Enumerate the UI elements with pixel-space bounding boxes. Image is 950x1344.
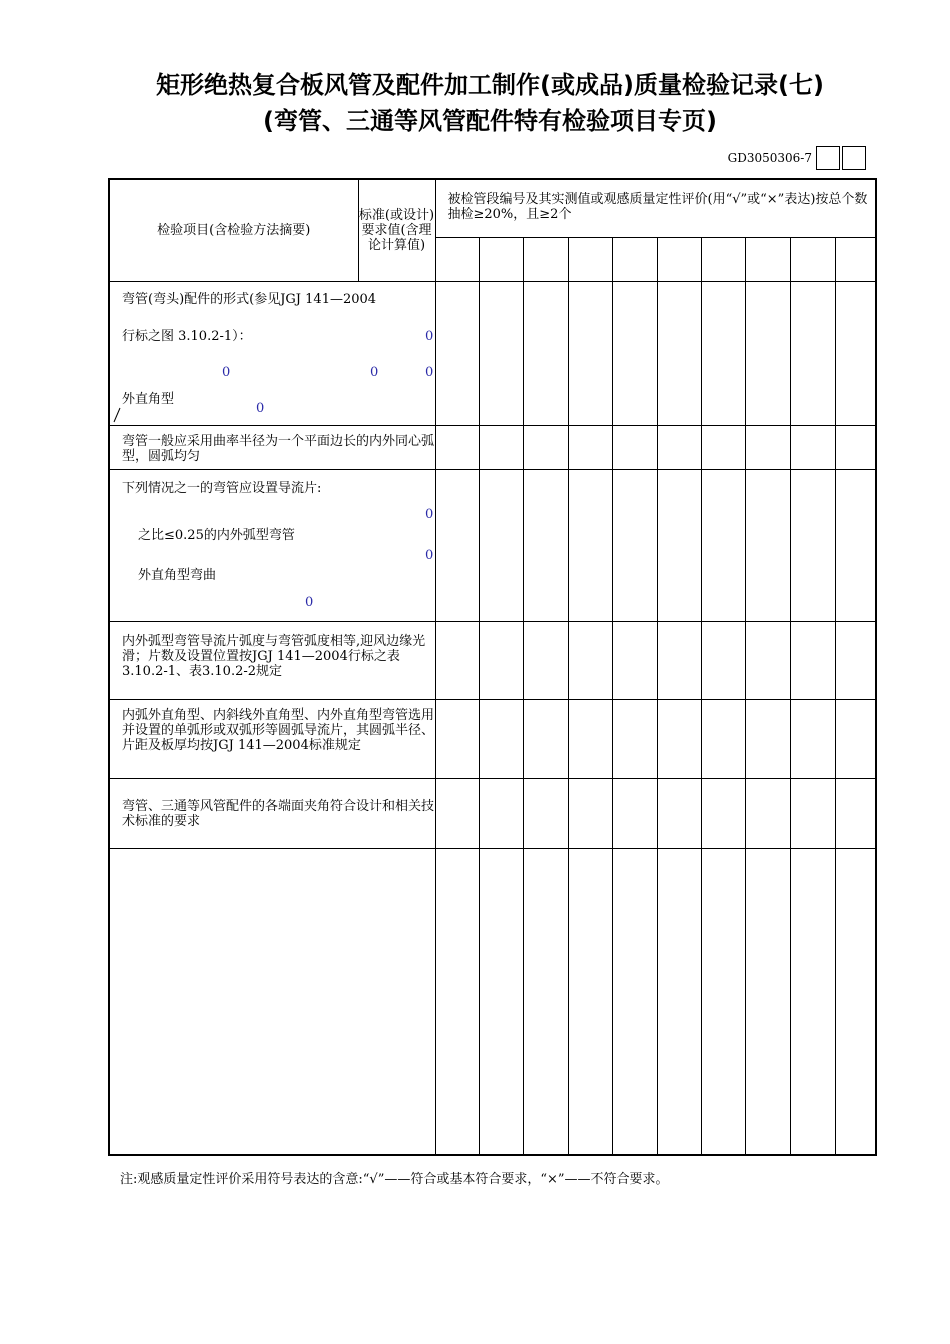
eval-cell[interactable] bbox=[435, 699, 479, 778]
item-vane-arc bbox=[109, 621, 435, 699]
eval-cell[interactable] bbox=[835, 425, 876, 469]
sample-cell[interactable] bbox=[479, 237, 523, 281]
zero-value: 0 bbox=[425, 506, 434, 522]
zero-value: 0 bbox=[425, 547, 434, 563]
eval-cell[interactable] bbox=[523, 621, 568, 699]
table-row bbox=[109, 469, 876, 621]
sample-cell[interactable] bbox=[745, 237, 790, 281]
item-text: 弯管一般应采用曲率半径为一个平面边长的内外同心弧型，圆弧均匀 bbox=[122, 433, 435, 464]
form-code: GD3050306-7 bbox=[727, 151, 812, 165]
sample-cell[interactable] bbox=[790, 237, 835, 281]
eval-cell[interactable] bbox=[435, 425, 479, 469]
form-subtitle: (弯管、三通等风管配件特有检验项目专页) bbox=[263, 107, 717, 135]
item-text-line: 弯管(弯头)配件的形式(参见JGJ 141—2004 bbox=[122, 291, 377, 307]
item-text-line: 外直角型弯曲 bbox=[138, 567, 217, 583]
item-end-angle bbox=[109, 778, 435, 848]
eval-cell[interactable] bbox=[745, 425, 790, 469]
eval-cell[interactable] bbox=[790, 281, 835, 425]
eval-cell[interactable] bbox=[479, 469, 523, 621]
eval-cell[interactable] bbox=[745, 281, 790, 425]
sample-cell[interactable] bbox=[568, 237, 612, 281]
zero-value: 0 bbox=[425, 364, 434, 380]
eval-cell[interactable] bbox=[835, 281, 876, 425]
eval-cell[interactable] bbox=[479, 621, 523, 699]
eval-cell[interactable] bbox=[745, 469, 790, 621]
eval-cell[interactable] bbox=[790, 425, 835, 469]
eval-cell[interactable] bbox=[701, 699, 745, 778]
sample-cell[interactable] bbox=[701, 237, 745, 281]
standard-header-label: 标准(或设计)要求值(含理论计算值) bbox=[358, 207, 435, 253]
eval-cell[interactable] bbox=[479, 699, 523, 778]
item-text: 内弧外直角型、内斜线外直角型、内外直角型弯管选用并设置的单弧形或双弧形等圆弧导流片，其圆弧半径、片距及板厚均按JGJ 141—2004标准规定 bbox=[122, 707, 435, 753]
eval-cell[interactable] bbox=[657, 699, 701, 778]
eval-cell[interactable] bbox=[479, 778, 523, 848]
item-text: 弯管、三通等风管配件的各端面夹角符合设计和相关技术标准的要求 bbox=[122, 798, 435, 829]
table-row bbox=[109, 621, 876, 699]
zero-value: 0 bbox=[370, 364, 379, 380]
eval-cell[interactable] bbox=[612, 699, 657, 778]
eval-cell[interactable] bbox=[435, 281, 479, 425]
eval-cell[interactable] bbox=[568, 281, 612, 425]
item-text-line: 之比≤0.25的内外弧型弯管 bbox=[138, 527, 295, 543]
eval-cell[interactable] bbox=[701, 281, 745, 425]
eval-cell[interactable] bbox=[612, 281, 657, 425]
sample-cell[interactable] bbox=[657, 237, 701, 281]
evaluation-header-label: 被检管段编号及其实测值或观感质量定性评价(用“√”或“×”表达)按总个数抽检≥20%，且≥2个 bbox=[447, 192, 868, 222]
eval-cell[interactable] bbox=[835, 778, 876, 848]
item-text-line: 下列情况之一的弯管应设置导流片: bbox=[122, 480, 322, 496]
header-row bbox=[109, 179, 876, 237]
eval-cell[interactable] bbox=[790, 778, 835, 848]
eval-cell[interactable] bbox=[790, 621, 835, 699]
eval-cell[interactable] bbox=[701, 425, 745, 469]
form-code-box-1[interactable] bbox=[816, 146, 840, 170]
table-row bbox=[109, 699, 876, 778]
eval-cell[interactable] bbox=[835, 699, 876, 778]
eval-cell[interactable] bbox=[568, 778, 612, 848]
eval-cell[interactable] bbox=[523, 425, 568, 469]
item-elbow-form bbox=[109, 281, 435, 425]
sample-cell[interactable] bbox=[835, 237, 876, 281]
eval-cell[interactable] bbox=[612, 778, 657, 848]
zero-value: 0 bbox=[222, 364, 231, 380]
eval-cell[interactable] bbox=[745, 848, 790, 1155]
eval-cell[interactable] bbox=[523, 699, 568, 778]
standard-header bbox=[358, 179, 435, 281]
eval-cell[interactable] bbox=[790, 699, 835, 778]
zero-value: 0 bbox=[256, 400, 265, 416]
zero-value: 0 bbox=[305, 594, 314, 610]
table-row bbox=[109, 778, 876, 848]
evaluation-header bbox=[435, 179, 876, 237]
slash-mark-icon bbox=[112, 406, 122, 424]
table-row bbox=[109, 425, 876, 469]
eval-cell[interactable] bbox=[745, 621, 790, 699]
eval-cell[interactable] bbox=[568, 699, 612, 778]
eval-cell[interactable] bbox=[523, 778, 568, 848]
item-header bbox=[109, 179, 358, 281]
eval-cell[interactable] bbox=[523, 848, 568, 1155]
eval-cell[interactable] bbox=[612, 425, 657, 469]
eval-cell[interactable] bbox=[657, 281, 701, 425]
eval-cell[interactable] bbox=[612, 848, 657, 1155]
eval-cell[interactable] bbox=[701, 778, 745, 848]
eval-cell[interactable] bbox=[745, 778, 790, 848]
eval-cell[interactable] bbox=[479, 848, 523, 1155]
item-text-line: 外直角型 bbox=[122, 391, 175, 407]
sample-cell[interactable] bbox=[523, 237, 568, 281]
eval-cell[interactable] bbox=[568, 425, 612, 469]
form-title: 矩形绝热复合板风管及配件加工制作(或成品)质量检验记录(七) bbox=[156, 71, 824, 99]
eval-cell[interactable] bbox=[435, 778, 479, 848]
footer-note: 注:观感质量定性评价采用符号表达的含意:“√”——符合或基本符合要求，“×”——不符合要求。 bbox=[120, 1172, 669, 1187]
eval-cell[interactable] bbox=[657, 469, 701, 621]
eval-cell[interactable] bbox=[790, 469, 835, 621]
eval-cell[interactable] bbox=[657, 848, 701, 1155]
item-header-label: 检验项目(含检验方法摘要) bbox=[157, 222, 311, 238]
eval-cell[interactable] bbox=[701, 848, 745, 1155]
eval-cell[interactable] bbox=[523, 281, 568, 425]
item-text: 内外弧型弯管导流片弧度与弯管弧度相等,迎风边缘光滑；片数及设置位置按JGJ 141—2004行标之表3.10.2-1、表3.10.2-2规定 bbox=[122, 633, 426, 679]
eval-cell[interactable] bbox=[701, 469, 745, 621]
eval-cell[interactable] bbox=[435, 469, 479, 621]
inspection-table bbox=[108, 178, 877, 1156]
eval-cell[interactable] bbox=[435, 848, 479, 1155]
eval-cell[interactable] bbox=[523, 469, 568, 621]
sample-cell[interactable] bbox=[435, 237, 479, 281]
eval-cell[interactable] bbox=[612, 621, 657, 699]
eval-cell[interactable] bbox=[701, 621, 745, 699]
eval-cell[interactable] bbox=[479, 425, 523, 469]
sample-cell[interactable] bbox=[612, 237, 657, 281]
eval-cell[interactable] bbox=[657, 778, 701, 848]
eval-cell[interactable] bbox=[479, 281, 523, 425]
eval-cell[interactable] bbox=[835, 848, 876, 1155]
table-row bbox=[109, 848, 876, 1155]
eval-cell[interactable] bbox=[790, 848, 835, 1155]
form-code-box-2[interactable] bbox=[842, 146, 866, 170]
item-text-line: 行标之图 3.10.2-1）： bbox=[122, 328, 252, 344]
zero-value: 0 bbox=[425, 328, 434, 344]
form-code-row bbox=[728, 146, 866, 170]
eval-cell[interactable] bbox=[657, 425, 701, 469]
eval-cell[interactable] bbox=[568, 621, 612, 699]
eval-cell[interactable] bbox=[835, 621, 876, 699]
blank-item-cell[interactable] bbox=[109, 848, 435, 1155]
eval-cell[interactable] bbox=[568, 469, 612, 621]
item-guide-vanes bbox=[109, 469, 435, 621]
eval-cell[interactable] bbox=[835, 469, 876, 621]
eval-cell[interactable] bbox=[612, 469, 657, 621]
item-arc-vanes-spec bbox=[109, 699, 435, 778]
eval-cell[interactable] bbox=[435, 621, 479, 699]
table-row bbox=[109, 281, 876, 425]
item-concentric-arc bbox=[109, 425, 435, 469]
eval-cell[interactable] bbox=[657, 621, 701, 699]
eval-cell[interactable] bbox=[745, 699, 790, 778]
eval-cell[interactable] bbox=[568, 848, 612, 1155]
